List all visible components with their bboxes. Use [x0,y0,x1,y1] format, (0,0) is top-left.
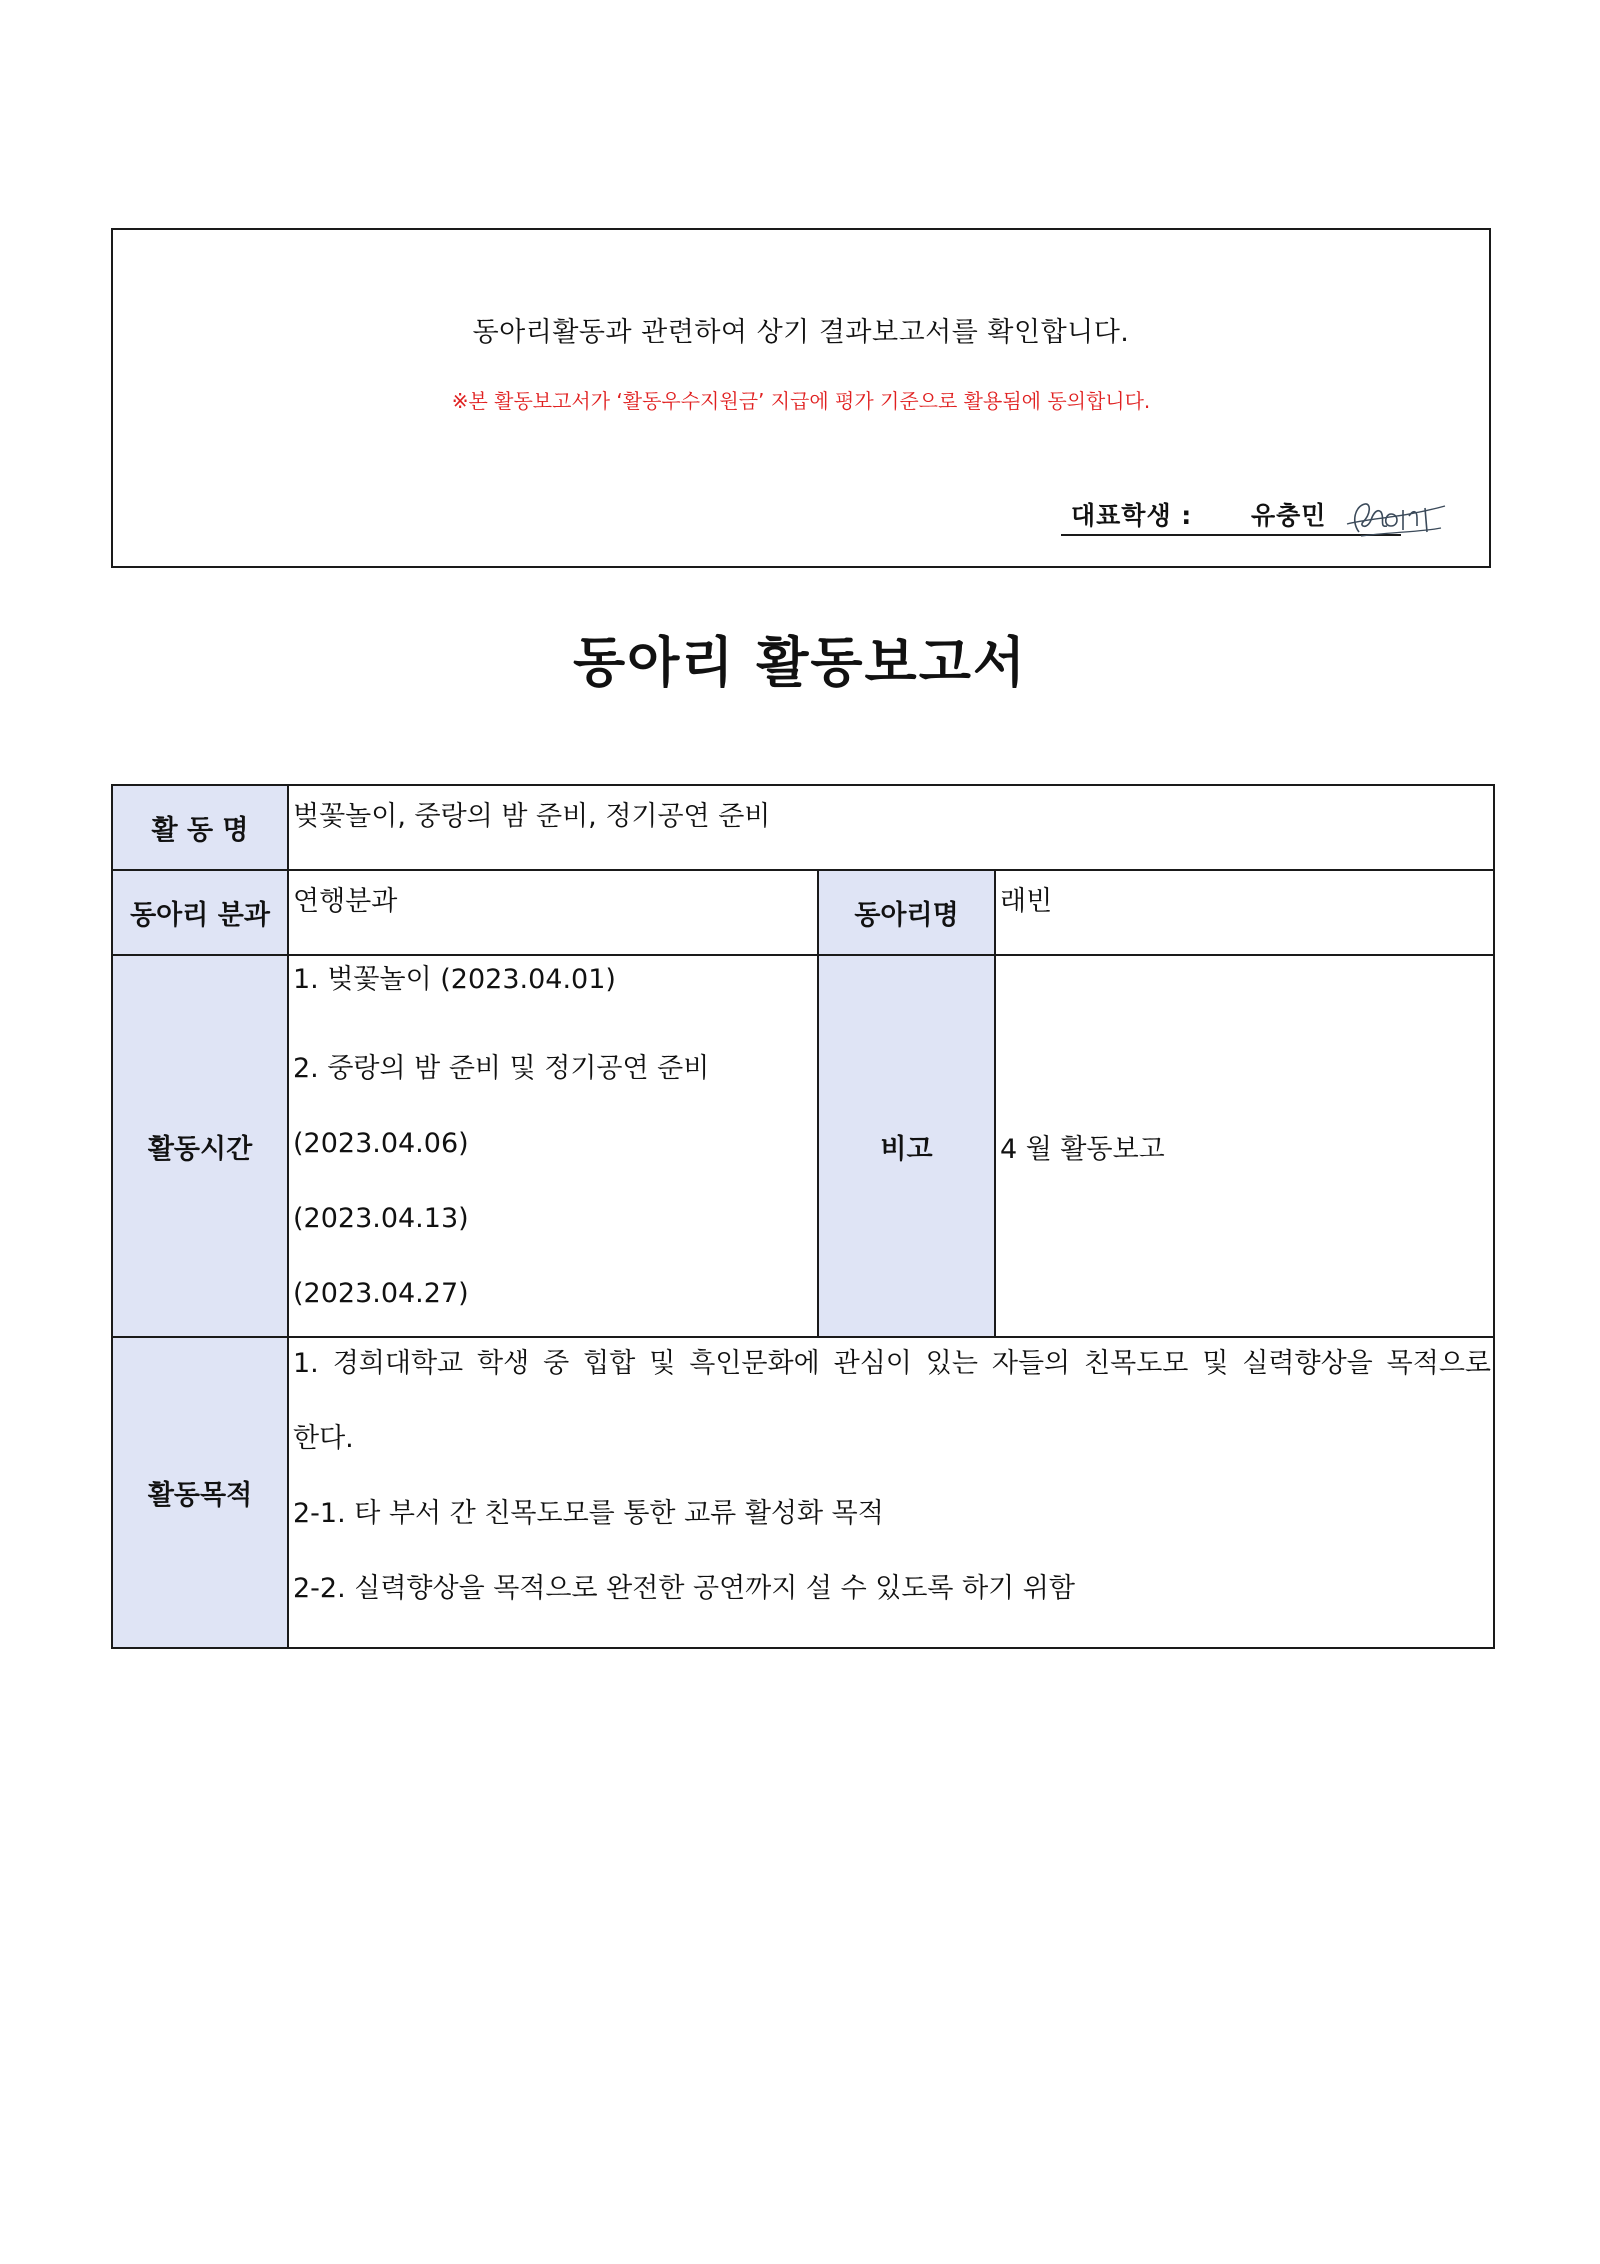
representative-label: 대표학생 : [1071,501,1193,530]
purpose-label: 활동목적 [112,1337,288,1648]
confirmation-box [111,228,1491,568]
purpose-line: 2-1. 타 부서 간 친목도모를 통한 교류 활성화 목적 [293,1498,884,1529]
activity-time-label: 활동시간 [112,955,288,1337]
division-value: 연행분과 [288,870,818,955]
document-title: 동아리 활동보고서 [572,631,1028,694]
activity-name-value: 벚꽃놀이, 중랑의 밤 준비, 정기공연 준비 [288,785,1494,870]
activity-time-line: (2023.04.27) [293,1278,469,1309]
activity-time-line: (2023.04.13) [293,1203,469,1234]
club-name-value: 래빈 [995,870,1494,955]
remarks-value: 4 월 활동보고 [995,955,1494,1337]
row-activity-name [112,785,1494,870]
row-division [112,870,1494,955]
activity-time-value [288,955,818,1337]
activity-time-line: 1. 벚꽃놀이 (2023.04.01) [293,964,616,995]
activity-report-table [111,784,1495,1649]
purpose-line: 한다. [293,1423,354,1454]
activity-time-line: 2. 중랑의 밤 준비 및 정기공연 준비 [293,1053,710,1084]
activity-time-line: (2023.04.06) [293,1128,469,1159]
club-name-label: 동아리명 [818,870,995,955]
confirmation-statement: 동아리활동과 관련하여 상기 결과보고서를 확인합니다. [472,317,1130,348]
representative-name: 유충민 [1251,501,1327,530]
row-purpose [112,1337,1494,1648]
division-label: 동아리 분과 [112,870,288,955]
representative-signature-row [1061,492,1461,544]
handwritten-signature [1341,492,1451,542]
row-activity-time [112,955,1494,1337]
remarks-label: 비고 [818,955,995,1337]
purpose-line: 1. 경희대학교 학생 중 힙합 및 흑인문화에 관심이 있는 자들의 친목도모 및 실력향상을 목적으로 [293,1348,1492,1379]
activity-name-label: 활 동 명 [112,785,288,870]
purpose-value [288,1337,1494,1648]
purpose-line: 2-2. 실력향상을 목적으로 완전한 공연까지 설 수 있도록 하기 위함 [293,1573,1075,1604]
consent-notice: ※본 활동보고서가 ‘활동우수지원금’ 지급에 평가 기준으로 활용됨에 동의합니다. [451,389,1151,413]
